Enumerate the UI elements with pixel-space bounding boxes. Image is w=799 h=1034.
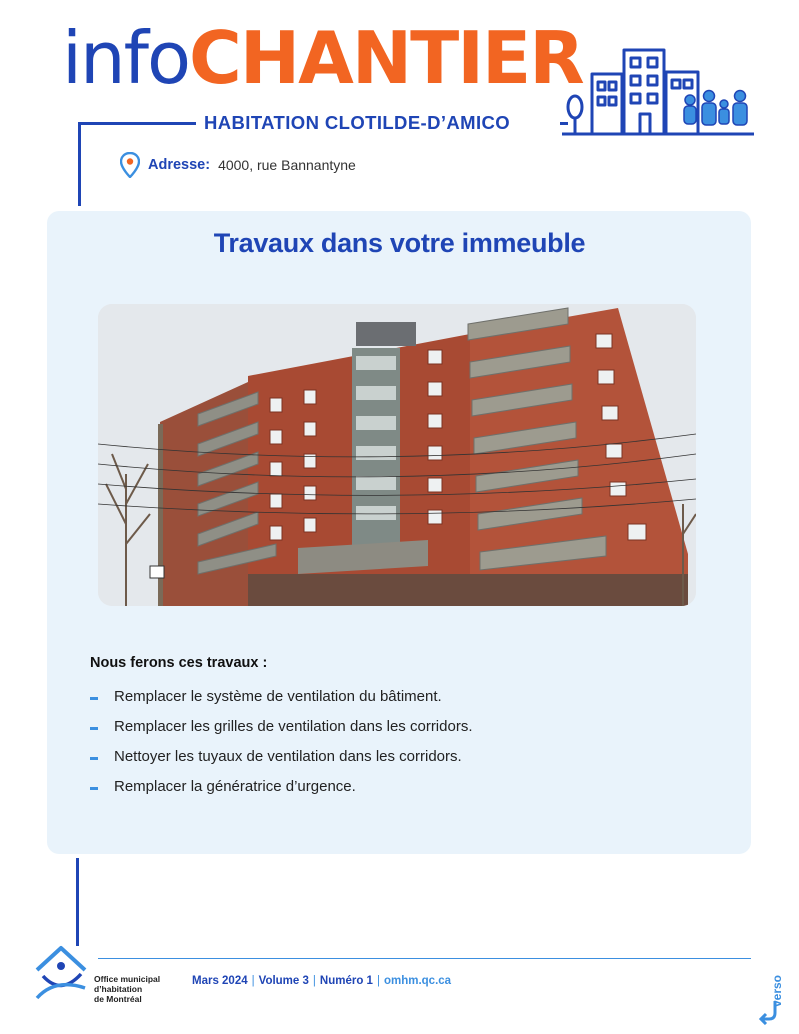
verso-label: verso bbox=[770, 974, 784, 1008]
list-item-text: Remplacer le système de ventilation du bâtiment. bbox=[114, 687, 442, 705]
list-item-text: Nettoyer les tuyaux de ventilation dans les corridors. bbox=[114, 747, 462, 765]
bullet-dash-icon bbox=[90, 727, 98, 730]
address-value: 4000, rue Bannantyne bbox=[218, 157, 356, 173]
footer-vertical-rule bbox=[76, 858, 79, 946]
list-item bbox=[90, 681, 730, 711]
list-item bbox=[90, 771, 730, 801]
address-label: Adresse: bbox=[148, 157, 211, 173]
website-link[interactable]: omhm.qc.ca bbox=[383, 975, 452, 987]
section-title: Travaux dans votre immeuble bbox=[213, 228, 586, 258]
issue-volume: Volume 3 bbox=[258, 975, 309, 987]
verso-indicator[interactable] bbox=[755, 955, 795, 1027]
issue-date: Mars 2024 bbox=[192, 975, 248, 987]
newsletter-title bbox=[62, 16, 583, 100]
footer-rule bbox=[98, 958, 751, 959]
title-info: info bbox=[62, 16, 190, 100]
list-item-text: Remplacer les grilles de ventilation dans les corridors. bbox=[114, 717, 473, 735]
header-rule-left bbox=[78, 122, 196, 125]
list-item bbox=[90, 711, 730, 741]
header-vertical-rule bbox=[78, 122, 81, 206]
omhm-logo-icon bbox=[33, 944, 89, 1004]
bullet-dash-icon bbox=[90, 787, 98, 790]
issue-info: Mars 2024 | Volume 3 | Numéro 1 | omhm.qc.ca bbox=[192, 975, 452, 987]
works-section bbox=[90, 655, 730, 801]
building-photo bbox=[98, 304, 696, 606]
header-rule-right bbox=[560, 122, 568, 125]
project-name: HABITATION CLOTILDE-D’AMICO bbox=[204, 112, 511, 133]
buildings-family-icon bbox=[562, 44, 757, 140]
turn-page-arrow-icon bbox=[757, 999, 783, 1025]
location-pin-icon bbox=[120, 152, 140, 178]
organization-name bbox=[94, 974, 160, 1004]
bullet-dash-icon bbox=[90, 697, 98, 700]
org-name-line: Office municipal bbox=[94, 974, 161, 984]
org-name-line: d’habitation bbox=[94, 984, 143, 994]
org-name-line: de Montréal bbox=[94, 994, 142, 1004]
issue-number: Numéro 1 bbox=[319, 975, 373, 987]
list-item bbox=[90, 741, 730, 771]
title-chantier: CHANTIER bbox=[189, 16, 583, 100]
list-item-text: Remplacer la génératrice d’urgence. bbox=[114, 777, 356, 795]
building-illustration bbox=[98, 304, 696, 606]
address bbox=[120, 150, 356, 180]
works-heading: Nous ferons ces travaux : bbox=[90, 655, 268, 671]
bullet-dash-icon bbox=[90, 757, 98, 760]
